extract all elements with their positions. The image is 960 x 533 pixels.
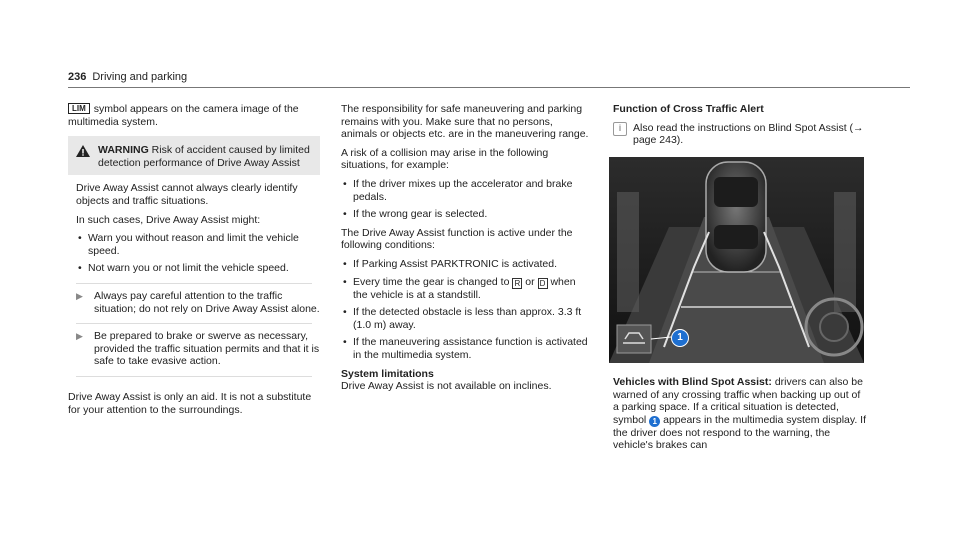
- warning-title: Risk of accident caused by limited detection performance of Drive Away Assist: [98, 144, 310, 169]
- column-1: [68, 103, 320, 422]
- page-header: [68, 71, 187, 84]
- section-title: Driving and parking: [92, 71, 188, 83]
- cross-traffic-title: Function of Cross Traffic Alert: [613, 103, 764, 115]
- blind-spot-paragraph: Vehicles with Blind Spot Assist: drivers can also be warned of any crossing traffic when backing up out of a parking space. If a critical situation is detected, symbol 1 appears in the multimedia system display. If the driver does not respond to the warning, the vehicle's brakes can: [613, 376, 867, 452]
- system-limitations-title: System limitations: [341, 367, 434, 380]
- list-item: • If the maneuvering assistance function is activated in the multimedia system.: [341, 336, 591, 361]
- info-text: Also read the instructions on Blind Spot Assist (→ page 243).: [633, 121, 864, 147]
- list-item: • If Parking Assist PARKTRONIC is activated.: [341, 258, 591, 271]
- camera-image: [609, 157, 864, 363]
- info-note: [613, 122, 868, 147]
- divider: [76, 376, 312, 377]
- paragraph: A risk of a collision may arise in the following situations, for example:: [341, 146, 549, 172]
- note-item: ▶ Always pay careful attention to the traffic situation; do not rely on Drive Away Assist alone.: [76, 289, 320, 315]
- play-arrow-icon: ▶: [76, 290, 83, 301]
- list-item: • If the wrong gear is selected.: [341, 208, 591, 221]
- callout-1: [671, 329, 689, 347]
- gear-d-key: D: [538, 278, 548, 289]
- list-item: • Every time the gear is changed to R or D when the vehicle is at a standstill.: [341, 276, 591, 302]
- play-arrow-icon: ▶: [76, 331, 83, 342]
- column-3: [613, 103, 868, 157]
- callout-badge: 1: [671, 329, 689, 347]
- bold-lead: Vehicles with Blind Spot Assist:: [613, 376, 772, 388]
- divider: [76, 283, 312, 284]
- intro-paragraph: LIM symbol appears on the camera image of the multimedia system.: [68, 103, 299, 128]
- gear-r-key: R: [512, 278, 522, 289]
- list-item: • Warn you without reason and limit the vehicle speed.: [76, 232, 312, 257]
- rear-camera-view-illustration: [609, 157, 864, 363]
- warning-triangle-icon: [76, 145, 98, 169]
- footer-paragraph: Drive Away Assist is only an aid. It is not a substitute for your attention to the surroundings.: [68, 390, 312, 416]
- column-2: [341, 103, 591, 399]
- divider: [76, 323, 312, 324]
- bullet-list: [341, 178, 591, 221]
- info-icon: i: [613, 122, 627, 136]
- list-item: • Not warn you or not limit the vehicle speed.: [76, 262, 312, 275]
- warning-list: [76, 232, 312, 275]
- bullet-list: [341, 258, 591, 362]
- warning-body: [68, 175, 320, 283]
- page-number: 236: [68, 71, 87, 83]
- lim-badge: LIM: [68, 103, 90, 114]
- list-item: • If the driver mixes up the accelerator and brake pedals.: [341, 178, 591, 203]
- list-item: • If the detected obstacle is less than approx. 3.3 ft (1.0 m) away.: [341, 306, 591, 331]
- header-rule: [68, 87, 910, 88]
- warning-text: Drive Away Assist cannot always clearly identify objects and traffic situations.: [76, 182, 298, 207]
- note-item: ▶ Be prepared to brake or swerve as necessary, provided the traffic situation permits and that it is safe to take evasive action.: [76, 330, 320, 368]
- paragraph: The responsibility for safe maneuvering and parking remains with you. Make sure that no persons, animals or objects etc. are in the maneuvering range.: [341, 103, 589, 141]
- system-limitations-text: Drive Away Assist is not available on inclines.: [341, 380, 552, 393]
- warning-text: In such cases, Drive Away Assist might:: [76, 213, 261, 226]
- warning-label: WARNING: [98, 144, 149, 157]
- symbol-1-badge: 1: [649, 416, 660, 427]
- paragraph: The Drive Away Assist function is active under the following conditions:: [341, 226, 573, 252]
- warning-box: [68, 136, 320, 377]
- warning-header: [68, 136, 320, 175]
